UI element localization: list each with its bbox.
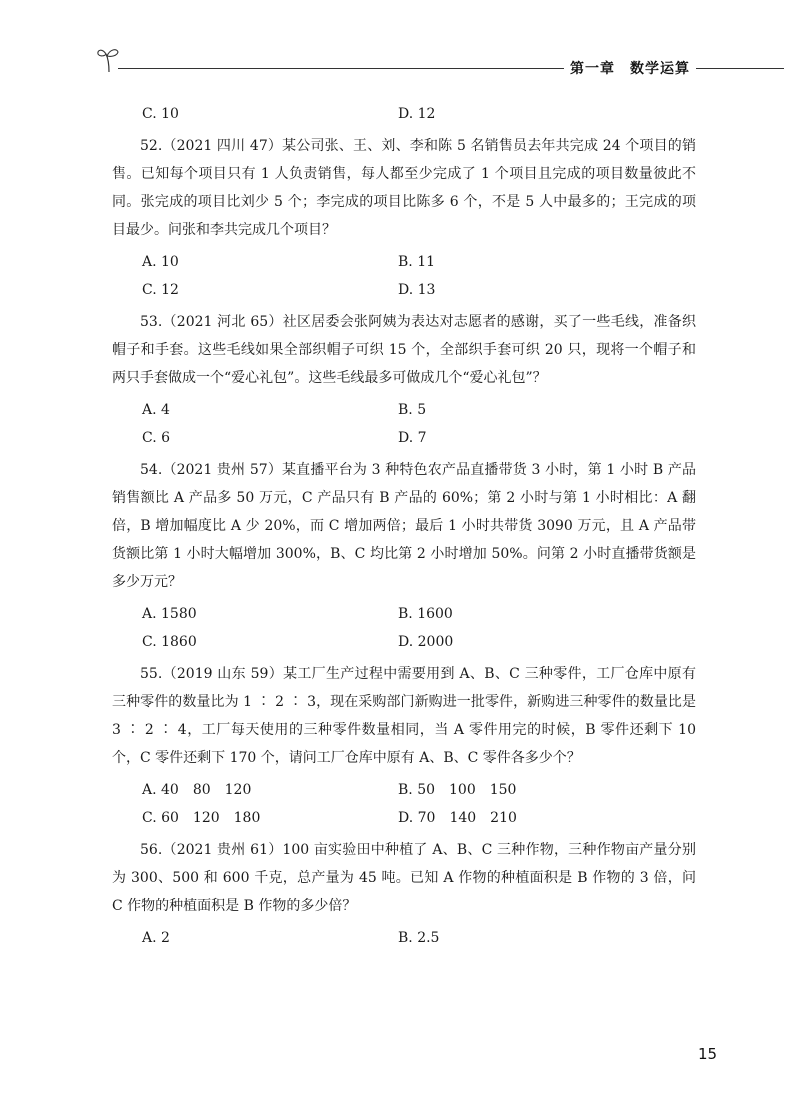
- option-d: D. 12: [398, 106, 436, 122]
- option-d: D. 2000: [398, 634, 454, 650]
- option-row: [112, 396, 696, 424]
- option-b: B. 11: [398, 254, 436, 270]
- question-55: 55.（2019 山东 59）某工厂生产过程中需要用到 A、B、C 三种零件，工厂仓库中原有三种零件的数量比为 1 ∶ 2 ∶ 3，现在采购部门新购进一批零件，新购进三种零件的数量比是 3 ∶ 2 ∶ 4，工厂每天使用的三种零件数量相同，当 A 零件用完的时候，B 零件还剩下 10 个，C 零件还剩下 170 个，请问工厂仓库中原有 A、B、C 零件各多少个？: [112, 666, 696, 766]
- option-a: A. 2: [142, 930, 170, 946]
- option-b: B. 2.5: [398, 930, 440, 946]
- question-53: 53.（2021 河北 65）社区居委会张阿姨为表达对志愿者的感谢，买了一些毛线，准备织帽子和手套。这些毛线如果全部织帽子可织 15 个，全部织手套可织 20 只，现将一个帽子和两只手套做成一个“爱心礼包”。这些毛线最多可做成几个“爱心礼包”？: [112, 314, 696, 386]
- option-c: C. 6: [142, 430, 171, 446]
- chapter-title: 第一章 数学运算: [564, 58, 696, 78]
- option-row: [112, 424, 696, 452]
- option-c: C. 60 120 180: [142, 810, 261, 826]
- option-a: A. 40 80 120: [142, 782, 252, 798]
- option-row: [112, 924, 696, 952]
- header-rule-right: [696, 68, 784, 69]
- option-d: D. 13: [398, 282, 436, 298]
- option-a: A. 4: [142, 402, 170, 418]
- option-d: D. 70 140 210: [398, 810, 517, 826]
- option-d: D. 7: [398, 430, 427, 446]
- option-row: [112, 628, 696, 656]
- question-56: 56.（2021 贵州 61）100 亩实验田中种植了 A、B、C 三种作物，三种作物亩产量分别为 300、500 和 600 千克，总产量为 45 吨。已知 A 作物的种植面积是 B 作物的 3 倍，问 C 作物的种植面积是 B 作物的多少倍？: [112, 842, 696, 914]
- option-c: C. 12: [142, 282, 179, 298]
- option-b: B. 1600: [398, 606, 453, 622]
- option-row: [112, 804, 696, 832]
- option-row: [112, 248, 696, 276]
- option-row: [112, 100, 696, 128]
- option-a: A. 1580: [142, 606, 197, 622]
- page-header: [96, 44, 784, 84]
- page-number: 15: [698, 1045, 718, 1063]
- option-row: [112, 276, 696, 304]
- option-c: C. 1860: [142, 634, 197, 650]
- option-row: [112, 776, 696, 804]
- option-c: C. 10: [142, 106, 179, 122]
- question-52: 52.（2021 四川 47）某公司张、王、刘、李和陈 5 名销售员去年共完成 24 个项目的销售。已知每个项目只有 1 人负责销售，每人都至少完成了 1 个项目且完成的项目数量彼此不同。张完成的项目比刘少 5 个；李完成的项目比陈多 6 个，不是 5 人中最多的；王完成的项目最少。问张和李共完成几个项目？: [112, 138, 696, 238]
- option-a: A. 10: [142, 254, 179, 270]
- question-54: 54.（2021 贵州 57）某直播平台为 3 种特色农产品直播带货 3 小时，第 1 小时 B 产品销售额比 A 产品多 50 万元，C 产品只有 B 产品的 60%；第 2 小时与第 1 小时相比：A 翻倍，B 增加幅度比 A 少 20%，而 C 增加两倍；最后 1 小时共带货 3090 万元，且 A 产品带货额比第 1 小时大幅增加 300%，B、C 均比第 2 小时增加 50%。问第 2 小时直播带货额是多少万元？: [112, 462, 696, 590]
- sprout-icon: [96, 44, 122, 74]
- option-row: [112, 600, 696, 628]
- option-b: B. 50 100 150: [398, 782, 517, 798]
- option-b: B. 5: [398, 402, 427, 418]
- question-list: [112, 100, 696, 952]
